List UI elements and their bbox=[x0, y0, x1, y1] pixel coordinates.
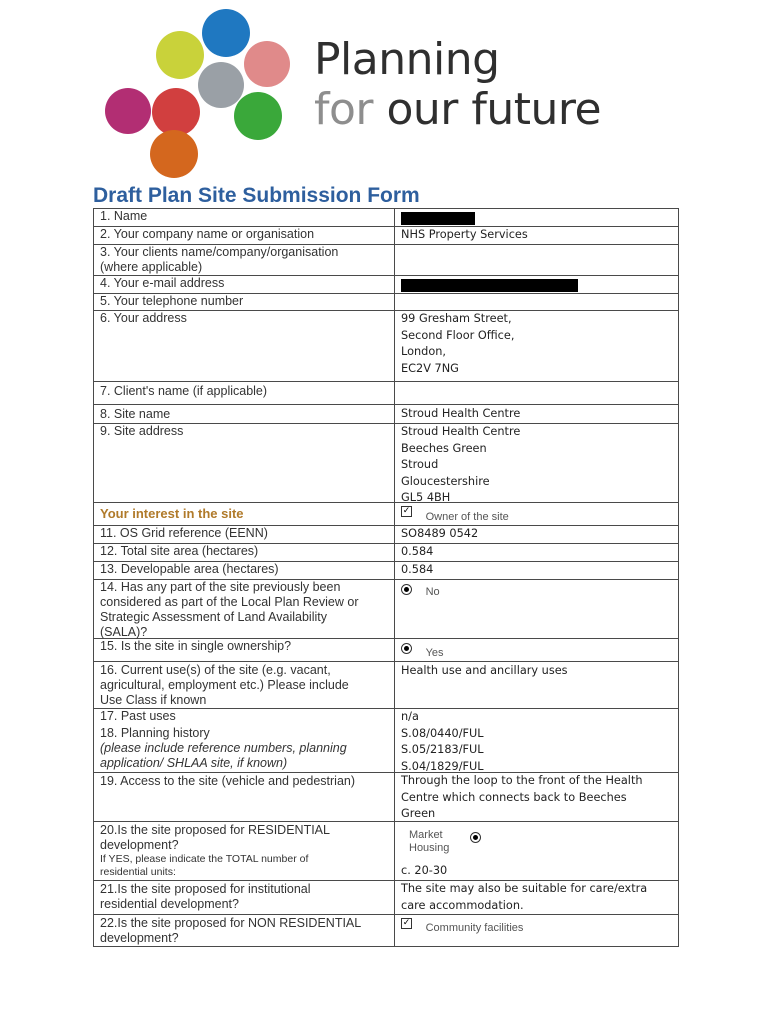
q2-label: 2. Your company name or organisation bbox=[100, 227, 315, 241]
a9-line-1: Stroud Health Centre bbox=[401, 425, 521, 438]
row-q13 bbox=[94, 561, 678, 579]
a2-value[interactable]: NHS Property Services bbox=[401, 228, 528, 241]
row-q11 bbox=[94, 525, 678, 543]
a6-value[interactable] bbox=[395, 311, 678, 381]
q20-note-2: residential units: bbox=[100, 866, 176, 878]
q20-note-1: If YES, please indicate the TOTAL number of bbox=[100, 853, 309, 865]
q21-line-2: residential development? bbox=[100, 897, 239, 911]
a7-value[interactable] bbox=[395, 382, 678, 404]
q15-yes-radio[interactable] bbox=[401, 643, 412, 654]
row-q14 bbox=[94, 579, 678, 638]
a19-line-1: Through the loop to the front of the Health bbox=[401, 774, 643, 787]
market-housing-radio[interactable] bbox=[470, 832, 481, 843]
brand-line-future bbox=[314, 84, 602, 135]
q13-label: 13. Developable area (hectares) bbox=[100, 562, 279, 576]
q14-line-4: (SALA)? bbox=[100, 625, 148, 639]
q16-line-2: agricultural, employment etc.) Please include bbox=[100, 678, 349, 692]
logo-dot-grey bbox=[198, 62, 244, 108]
q18-label: 18. Planning history bbox=[100, 726, 210, 740]
row-q5 bbox=[94, 293, 678, 310]
q3-label: 3. Your clients name/company/organisation bbox=[100, 245, 339, 259]
row-q8 bbox=[94, 404, 678, 423]
form-title: Draft Plan Site Submission Form bbox=[93, 184, 420, 207]
q14-line-3: Strategic Assessment of Land Availability bbox=[100, 610, 327, 624]
q6-label: 6. Your address bbox=[100, 311, 187, 325]
row-q12 bbox=[94, 543, 678, 561]
row-q9 bbox=[94, 423, 678, 502]
a6-line-3: London, bbox=[401, 345, 446, 358]
row-q1 bbox=[94, 209, 678, 226]
a17-value[interactable]: n/a bbox=[401, 710, 419, 723]
q3-note: (where applicable) bbox=[100, 260, 203, 274]
q14-line-2: considered as part of the Local Plan Review or bbox=[100, 595, 359, 609]
a9-line-2: Beeches Green bbox=[401, 441, 487, 455]
q1-label: 1. Name bbox=[100, 209, 148, 223]
submission-form-table bbox=[93, 208, 679, 947]
owner-checkbox[interactable]: ✓ bbox=[402, 506, 411, 516]
a12-value[interactable]: 0.584 bbox=[401, 545, 434, 558]
a18-ref-1[interactable]: S.08/0440/FUL bbox=[401, 726, 484, 740]
row-q2 bbox=[94, 226, 678, 244]
a3-value[interactable] bbox=[395, 245, 678, 275]
q19-label: 19. Access to the site (vehicle and pedestrian) bbox=[100, 774, 356, 788]
a21-line-2: care accommodation. bbox=[401, 898, 524, 912]
a9-line-3: Stroud bbox=[401, 458, 439, 471]
q11-label: 11. OS Grid reference (EENN) bbox=[100, 526, 268, 540]
brand-line-planning: Planning bbox=[314, 34, 500, 85]
row-interest bbox=[94, 502, 678, 525]
interest-heading: Your interest in the site bbox=[100, 506, 244, 521]
a13-value[interactable]: 0.584 bbox=[401, 563, 434, 576]
logo-dot-green bbox=[234, 92, 282, 140]
q12-label: 12. Total site area (hectares) bbox=[100, 544, 259, 558]
row-q6 bbox=[94, 310, 678, 381]
row-q20 bbox=[94, 821, 678, 880]
market-housing-label-2: Housing bbox=[409, 842, 450, 854]
a21-value[interactable] bbox=[395, 881, 678, 914]
q15-label: 15. Is the site in single ownership? bbox=[100, 639, 292, 653]
a19-line-2: Centre which connects back to Beeches bbox=[401, 790, 627, 804]
row-q4 bbox=[94, 275, 678, 293]
a9-value[interactable] bbox=[395, 424, 678, 502]
row-q19 bbox=[94, 772, 678, 821]
a19-line-3: Green bbox=[401, 807, 436, 820]
logo-dot-pink bbox=[244, 41, 290, 87]
row-q15 bbox=[94, 638, 678, 661]
a9-line-4: Gloucestershire bbox=[401, 474, 490, 488]
q14-line-1: 14. Has any part of the site previously been bbox=[100, 580, 341, 594]
q18-note-1: (please include reference numbers, planning bbox=[100, 741, 347, 755]
logo-dot-blue bbox=[202, 9, 250, 57]
row-q21 bbox=[94, 880, 678, 914]
market-housing-label-1: Market bbox=[409, 829, 443, 841]
q8-label: 8. Site name bbox=[100, 407, 171, 421]
a6-line-2: Second Floor Office, bbox=[401, 328, 515, 342]
logo-dot-red bbox=[152, 88, 200, 136]
community-facilities-label: Community facilities bbox=[425, 922, 524, 934]
q14-no-radio[interactable] bbox=[401, 584, 412, 595]
redacted-name bbox=[401, 212, 475, 225]
a6-line-4: EC2V 7NG bbox=[401, 361, 459, 375]
row-q17-q18 bbox=[94, 708, 678, 772]
a5-value[interactable] bbox=[395, 294, 678, 310]
a19-value[interactable] bbox=[395, 773, 678, 821]
q20-line-1: 20.Is the site proposed for RESIDENTIAL bbox=[100, 823, 330, 837]
redacted-email bbox=[401, 279, 578, 292]
brand-wordmark bbox=[314, 34, 602, 135]
a8-value[interactable]: Stroud Health Centre bbox=[401, 407, 521, 420]
logo-dot-magenta bbox=[105, 88, 151, 134]
brand-for: for bbox=[314, 84, 373, 135]
a11-value[interactable]: SO8489 0542 bbox=[401, 527, 479, 540]
q22-line-2: development? bbox=[100, 931, 179, 945]
a21-line-1: The site may also be suitable for care/extra bbox=[401, 882, 648, 895]
q4-label: 4. Your e-mail address bbox=[100, 276, 225, 290]
a18-ref-2[interactable]: S.05/2183/FUL bbox=[401, 743, 484, 756]
q17-label: 17. Past uses bbox=[100, 709, 176, 723]
q14-no-label: No bbox=[425, 586, 440, 598]
community-facilities-checkbox[interactable]: ✓ bbox=[402, 918, 411, 928]
row-q7 bbox=[94, 381, 678, 404]
logo-dot-lime bbox=[156, 31, 204, 79]
q20-line-2: development? bbox=[100, 838, 179, 852]
row-q22 bbox=[94, 914, 678, 946]
row-q16 bbox=[94, 661, 678, 708]
a18-ref-3[interactable]: S.04/1829/FUL bbox=[401, 759, 484, 773]
q9-label: 9. Site address bbox=[100, 424, 184, 438]
q15-yes-label: Yes bbox=[425, 647, 444, 659]
logo bbox=[100, 6, 300, 181]
a6-line-1: 99 Gresham Street, bbox=[401, 312, 512, 325]
q21-line-1: 21.Is the site proposed for institutional bbox=[100, 882, 311, 896]
logo-dot-orange bbox=[150, 130, 198, 178]
q16-line-1: 16. Current use(s) of the site (e.g. vacant, bbox=[100, 663, 331, 677]
q16-line-3: Use Class if known bbox=[100, 693, 207, 707]
q18-note-2: application/ SHLAA site, if known) bbox=[100, 756, 288, 770]
a20-units-value[interactable]: c. 20-30 bbox=[401, 864, 448, 877]
q22-line-1: 22.Is the site proposed for NON RESIDENTIAL bbox=[100, 916, 362, 930]
owner-option-label: Owner of the site bbox=[425, 511, 509, 523]
a16-value[interactable]: Health use and ancillary uses bbox=[401, 664, 568, 677]
q5-label: 5. Your telephone number bbox=[100, 294, 244, 308]
q7-label: 7. Client's name (if applicable) bbox=[100, 384, 268, 398]
row-q3 bbox=[94, 244, 678, 275]
brand-our-future: our future bbox=[386, 84, 602, 135]
a9-line-5: GL5 4BH bbox=[401, 491, 451, 504]
